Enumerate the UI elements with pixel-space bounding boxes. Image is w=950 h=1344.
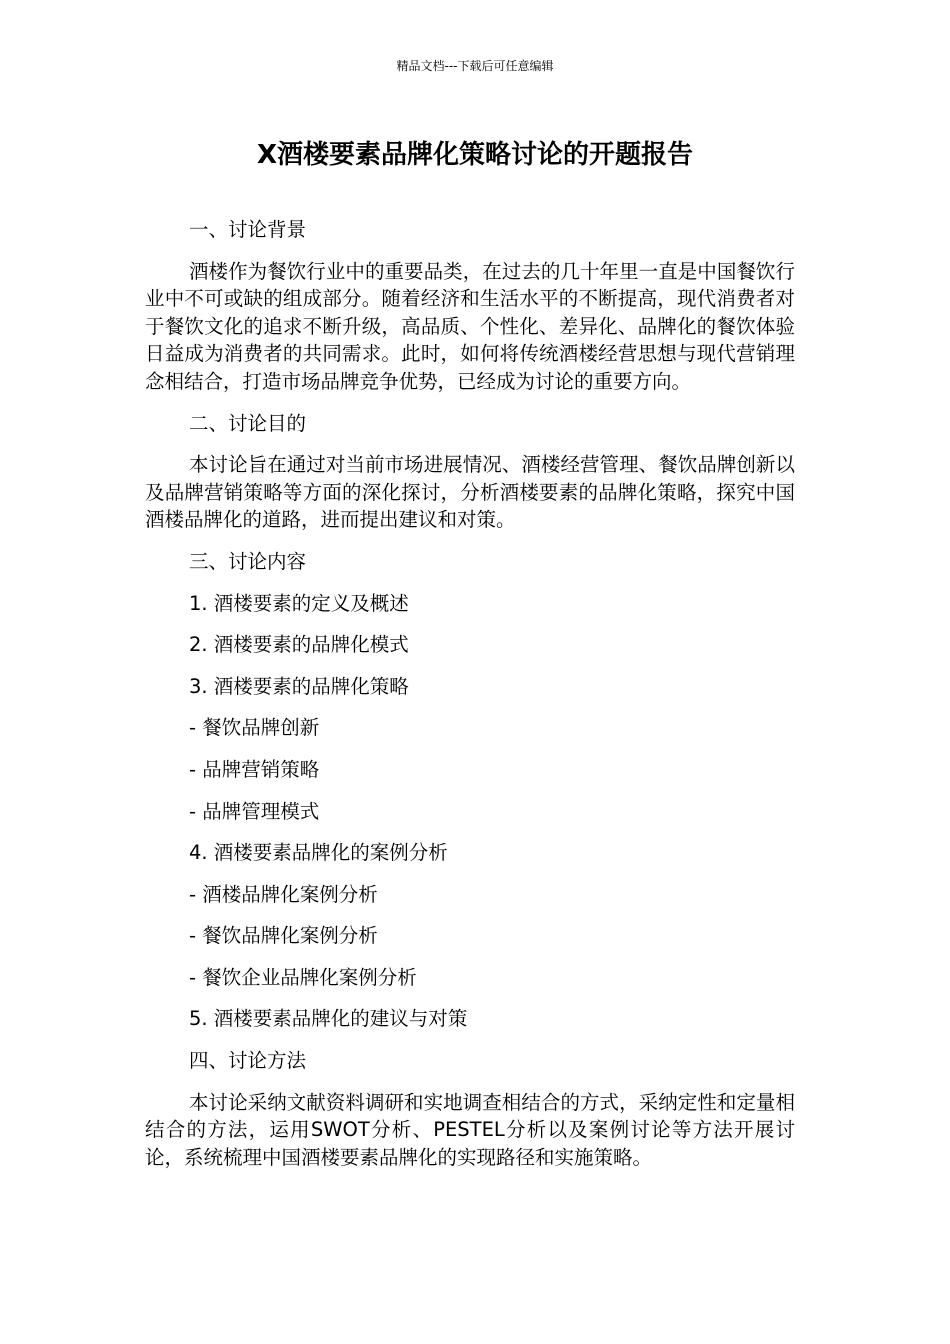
list-item: 2. 酒楼要素的品牌化模式 (189, 633, 409, 657)
list-item: - 品牌营销策略 (189, 757, 320, 781)
list-item: - 酒楼品牌化案例分析 (189, 882, 378, 906)
list-item: - 餐饮品牌创新 (189, 716, 320, 740)
list-item: - 餐饮企业品牌化案例分析 (189, 965, 417, 989)
section-heading-background: 一、讨论背景 (189, 218, 307, 241)
section-body-purpose: 本讨论旨在通过对当前市场进展情况、酒楼经营管理、餐饮品牌创新以及品牌营销策略等方面的深化探讨，分析酒楼要素的品牌化策略，探究中国酒楼品牌化的道路，进而提出建议和对策。 (145, 453, 795, 532)
section-heading-content: 三、讨论内容 (189, 549, 307, 573)
header-note: 精品文档---下载后可任意编辑 (396, 59, 554, 73)
document-title: X酒楼要素品牌化策略讨论的开题报告 (256, 140, 694, 170)
list-item: 1. 酒楼要素的定义及概述 (189, 591, 409, 615)
section-body-background: 酒楼作为餐饮行业中的重要品类，在过去的几十年里一直是中国餐饮行业中不可或缺的组成部分。随着经济和生活水平的不断提高，现代消费者对于餐饮文化的追求不断升级，高品质、个性化、差异化、品牌化的餐饮体验日益成为消费者的共同需求。此时，如何将传统酒楼经营思想与现代营销理念相结合，打造市场品牌竞争优势，已经成为讨论的重要方向。 (145, 259, 795, 393)
section-heading-method: 四、讨论方法 (189, 1049, 307, 1073)
section-heading-purpose: 二、讨论目的 (189, 411, 307, 435)
list-item: - 餐饮品牌化案例分析 (189, 924, 378, 948)
list-item: 4. 酒楼要素品牌化的案例分析 (189, 841, 448, 865)
list-item: 3. 酒楼要素的品牌化策略 (189, 674, 409, 698)
document-body (145, 216, 795, 1185)
section-body-method: 本讨论采纳文献资料调研和实地调查相结合的方式，采纳定性和定量相结合的方法，运用SWOT分析、PESTEL分析以及案例讨论等方法开展讨论，系统梳理中国酒楼要素品牌化的实现路径和实施策略。 (145, 1090, 795, 1169)
list-item: 5. 酒楼要素品牌化的建议与对策 (189, 1007, 468, 1031)
list-item: - 品牌管理模式 (189, 799, 320, 823)
